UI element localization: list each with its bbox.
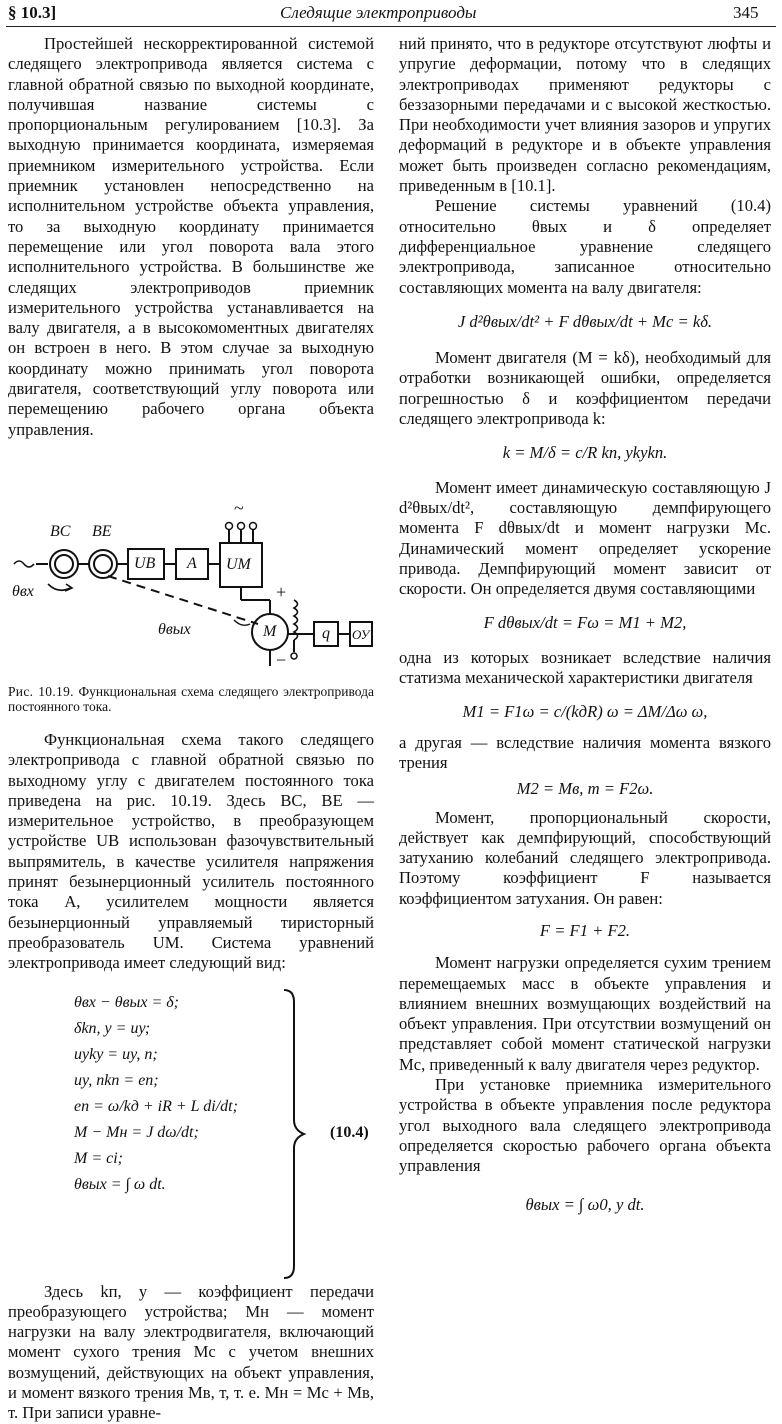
label-a: A (187, 554, 197, 572)
system-equation: M − Mн = J dω/dt; (74, 1123, 199, 1141)
label-ou: ОУ (352, 626, 370, 642)
formula: M2 = Mв, т = F2ω. (516, 779, 654, 799)
left-column (8, 34, 374, 1424)
paragraph: Момент двигателя (M = kδ), необходимый для отработки возникающей ошибки, определяется погрешностью δ и коэффициентом передачи следящего электропривода k: (399, 348, 771, 429)
label-q: q (322, 624, 330, 642)
figure-caption (8, 684, 374, 714)
label-ub: UB (134, 554, 156, 572)
formula: M1 = F1ω = c/(kдR) ω = ΔM/Δω ω, (462, 702, 708, 722)
system-equation: uуkу = uу, п; (74, 1045, 158, 1063)
equation-number: (10.4) (330, 1123, 369, 1141)
paragraph: а другая — вследствие наличия момента вязкого трения (399, 732, 771, 772)
right-column (399, 34, 771, 1215)
label-theta-out: θвых (158, 620, 191, 638)
system-equation: δkп, у = uу; (74, 1019, 151, 1037)
section-number: § 10.3] (8, 3, 57, 22)
system-equation: eп = ω/kд + iR + L di/dt; (74, 1097, 238, 1115)
label-tilde: ~ (234, 497, 244, 518)
paragraph: Момент имеет динамическую составляющую J d²θвых/dt², составляющую демпфирующего момента F dθвых/dt и момент нагрузки Mс. Динамический момент определяет ускорение привода. Демпфирующий момент зависит от скорости. Он определяется двумя составляющими (399, 477, 771, 599)
paragraph: Момент нагрузки определяется сухим трением перемещаемых масс в объекте управления и влиянием внешних возмущающих воздействий на объект управления. При отсутствии возмущений он представляет собой момент статической нагрузки Mс, приведенный к валу двигателя через редуктор. (399, 953, 771, 1074)
formula: F dθвых/dt = Fω = M1 + M2, (483, 613, 687, 633)
formula: k = M/δ = c/R kп, уkуkп. (502, 443, 668, 463)
paragraph: При установке приемника измерительного устройства в объекте управления после редуктора угол выходного вала следящего электропривода определяется скоростью рабочего органа объекта управления (399, 1075, 771, 1176)
system-equation: uу, пkп = eп; (74, 1071, 159, 1089)
label-motor: M (263, 622, 277, 640)
page-number: 345 (733, 3, 759, 22)
paragraph: Функциональная схема такого следящего электропривода с главной обратной связью по выходному углу с двигателем постоянного тока приведена на рис. 10.19. Здесь BC, BE — измерительное устройство, в преобразующем устройстве UB использован фазочувствительный выпрямитель, в качестве усилителя напряжения принят безынерционный усилитель постоянного тока A, усилителем мощности является безынерционный управляемый тиристорный преобразователь UM. Система уравнений электропривода имеет следующий вид: (8, 729, 374, 973)
header-rule (6, 26, 776, 27)
caption-text: Функциональная схема следящего электропривода постоянного тока. (8, 683, 374, 714)
system-equations (74, 990, 238, 1198)
paragraph: одна из которых возникает вследствие наличия статизма механической характеристики двигателя (399, 647, 771, 688)
system-equation: θвх − θвых = δ; (74, 993, 180, 1011)
label-theta-in: θвх (12, 582, 34, 600)
figure-10-19 (8, 452, 374, 680)
paragraph: Момент, пропорциональный скорости, действует как демпфирующий, способствующий затуханию колебаний следящего электропривода. Поэтому коэффициент F называется коэффициентом затухания. Он равен: (399, 807, 771, 908)
page-header (0, 0, 782, 30)
paragraph: Решение системы уравнений (10.4) относительно θвых и δ определяет дифференциальное уравнение следящего электропривода, записанное относительно составляющих момента на валу двигателя: (399, 196, 771, 297)
formula: θвых = ∫ ω0, у dt. (525, 1194, 645, 1214)
right-brace (280, 986, 310, 1282)
running-title: Следящие электроприводы (280, 3, 477, 22)
system-equation: M = ci; (74, 1149, 123, 1167)
formula: J d²θвых/dt² + F dθвых/dt + Mс = kδ. (457, 311, 713, 331)
label-um: UM (226, 555, 251, 573)
label-minus: − (276, 649, 287, 670)
label-be: BE (92, 522, 112, 540)
paragraph: Простейшей нескорректированной системой следящего электропривода является система с главной обратной связью по выходной координате, получившая название системы с пропорциональным регулированием [10.3]. За выходную принимается координата, измеряемая приемником измерительного устройства. Если приемник установлен непосредственно на исполнительном устройстве объекта управления, то за выходную координату принимается перемещение или угол поворота вала этого исполнительного устройства. В большинстве же следящих электроприводов приемник измерительного устройства устанавливается на валу двигателя, а в высокомоментных двигателях он встроен в него. В этом случае за выходную координату можно принимать угол поворота двигателя, соответствующий углу поворота или перемещению рабочего органа объекта управления. (8, 34, 374, 439)
label-bc: BC (50, 522, 71, 540)
paragraph: Здесь kп, у — коэффициент передачи преобразующего устройства; Mн — момент нагрузки на валу электродвигателя, включающий момент сухого трения Mс с учетом внешних возмущений, действующих на объект управления, и момент вязкого трения Mв, т, т. е. Mн = Mс + Mв, т. При записи уравне- (8, 1281, 374, 1423)
paragraph: ний принято, что в редукторе отсутствуют люфты и упругие деформации, потому что в следящих электроприводах применяют редукторы с беззазорными передачами и с высокой жесткостью. При необходимости учет влияния зазоров и упругих деформаций в редукторе и в объекте управления может быть произведен согласно рекомендациям, приведенным в [10.1]. (399, 34, 771, 196)
caption-number: Рис. 10.19. (8, 683, 74, 699)
formula: F = F1 + F2. (539, 920, 631, 940)
system-equation: θвых = ∫ ω dt. (74, 1175, 166, 1193)
equation-system (8, 986, 374, 1282)
label-plus: + (276, 581, 287, 602)
